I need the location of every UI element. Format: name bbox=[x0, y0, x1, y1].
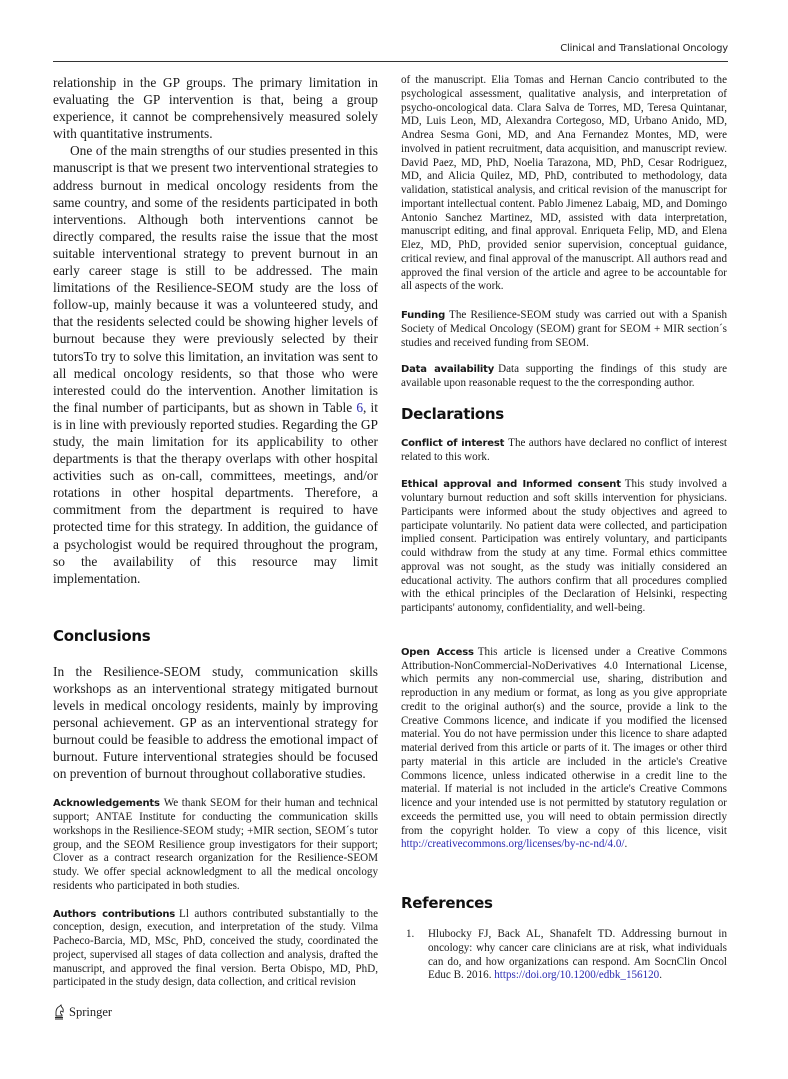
acknowledgements-label: Acknowledgements bbox=[53, 798, 160, 810]
reference-item bbox=[401, 928, 727, 983]
conclusions-text: In the Resilience-SEOM study, communication skills workshops as an interventional strategy mitigated burnout levels in medical oncology residents, mainly by improving personal achievement. GP as an interventional strategy for burnout could be feasible to address the emotional impact of burnout. Future interventional strategies should be focused on prevention of burnout throughout collaborative studies. bbox=[53, 663, 378, 782]
open-access-paragraph: Open Access This article is licensed under a Creative Commons Attribution-NonCommercial-NoDerivatives 4.0 International License, which permits any non-commercial use, sharing, distribution and reproduction in any medium or format, as long as you give appropriate credit to the original author(s) and the source, provide a link to the Creative Commons licence, and indicate if you modified the licensed material. You do not have permission under this licence to share adapted material derived from this article or parts of it. The images or other third party material in this article are included in the article's Creative Commons licence, unless indicated otherwise in a credit line to the material. If material is not included in the article's Creative Commons licence and your intended use is not permitted by statutory regulation or exceeds the permitted use, you will need to obtain permission directly from the copyright holder. To view a copy of this licence, visit http://creativecommons.org/licenses/by-nc-nd/4.0/. bbox=[401, 645, 728, 851]
conflict-of-interest-label: Conflict of interest bbox=[401, 437, 505, 449]
left-column bbox=[53, 74, 378, 990]
open-access-label: Open Access bbox=[401, 646, 474, 658]
discussion-paragraph-1: relationship in the GP groups. The primary limitation in evaluating the GP intervention is that, being a group experience, it cannot be comprehensively measured solely with quantitative instruments. bbox=[53, 75, 378, 142]
ethical-approval-paragraph: Ethical approval and Informed consent This study involved a voluntary burnout reduction and soft skills intervention for physicians. Participants were informed about the study objectives and agreed to participate voluntarily. No patient data were collected, and participation implied consent. Participation was entirely voluntary, and participants could withdraw from the study at any time. Formal ethics committee approval was not sought, as the study was initially considered an educational activity. The authors confirm that all procedures complied with the ethical principles of the Declaration of Helsinki, respecting participants' autonomy, confidentiality, and well-being. bbox=[401, 478, 727, 614]
authors-contributions-label: Authors contributions bbox=[53, 908, 176, 920]
publisher-footer bbox=[53, 1004, 112, 1020]
header-rule bbox=[53, 61, 728, 62]
publisher-name: Springer bbox=[69, 1004, 113, 1019]
data-availability-paragraph: Data availability Data supporting the findings of this study are available upon reasonable request to the the corresponding author. bbox=[401, 363, 727, 389]
funding-paragraph: Funding The Resilience-SEOM study was carried out with a Spanish Society of Medical Oncology (SEOM) grant for SEOM + MIR section´s studies and received funding from SEOM. bbox=[401, 309, 727, 349]
journal-running-head: Clinical and Translational Oncology bbox=[560, 43, 728, 54]
acknowledgements-paragraph: Acknowledgements We thank SEOM for their human and technical support; ANTAE Institute for conducting the communication skills workshops in the Resilience-SEOM study; +MIR section, SEOM´s tutor group, and the SEOM Resilience group investigators for their support; Clover as a contract research organization for the Resilience-SEOM study. We offer special acknowledgment to all the medical oncology residents who participated in both studies. bbox=[53, 797, 378, 892]
authors-contributions-continued: of the manuscript. Elia Tomas and Hernan Cancio contributed to the psychological assessment, qualitative analysis, and interpretation of psycho-oncological data. Clara Salva de Torres, MD, Teresa Quintanar, MD, Luis Leon, MD, Alexandra Cortegoso, MD, Urbano Anido, MD, Andrea Sesma Goni, MD, and Ana Fernandez Montes, MD, were involved in patient recruitment, data acquisition, and manuscript review. David Paez, MD, PhD, Noelia Tarazona, MD, PhD, Cesar Rodriguez, MD, and Alicia Quilez, MD, PhD, contributed to methodology, data validation, statistical analysis, and critical revision of the manuscript for important intellectual content. Pablo Jimenez Labaig, MD, and Domingo Antonio Sanchez Martinez, MD, assisted with data interpretation, manuscript editing, and final approval. Enriqueta Felip, MD, and Elena Elez, MD, PhD, provided senior supervision, conceptual guidance, critical review, and final approval of the manuscript. All authors read and approved the final version of the article and agree to be accountable for all aspects of the work. bbox=[401, 74, 727, 293]
references-heading: References bbox=[401, 894, 493, 912]
springer-knight-icon bbox=[53, 1004, 65, 1020]
right-column bbox=[401, 74, 727, 983]
reference-text: Hlubocky FJ, Back AL, Shanafelt TD. Addressing burnout in oncology: why cancer care clinicians are at risk, what individuals can do, and how organizations can respond. Am SocnClin Oncol Educ B. 2016. https://doi.org/10.1200/edbk_156120. bbox=[428, 928, 727, 982]
ethical-approval-label: Ethical approval and Informed consent bbox=[401, 479, 621, 491]
discussion-paragraph-2: One of the main strengths of our studies presented in this manuscript is that we present two interventional strategies to address burnout in medical oncology residents from the same country, and some of the residents participated in both interventions. Although both interventions cannot be directly compared, the results raise the issue that the most suitable interventional strategy to prevent burnout in an early career stage is still to be addressed. The main limitations of the Resilience-SEOM study are the loss of follow-up, mainly because it was a volunteered study, and that the residents selected could be showing higher levels of burnout because they were previously selected by their tutorsTo try to solve this limitation, an invitation was sent to all medical oncology residents, so that those who were interested could do the intervention. Another limitation is the final number of participants, but as shown in Table 6, it is in line with previously reported studies. Regarding the GP study, the main limitation for its applicability to other departments is that the therapy overlaps with other hospital activities such as on-call, committees, meetings, and/or rotations in other hospital departments. Therefore, a commitment from the department is required to have protected time for this strategy. In addition, the guidance of a psychologist would be required throughout the program, so the availability of this resource may limit implementation. bbox=[53, 143, 379, 586]
reference-number: 1. bbox=[406, 928, 415, 940]
conclusions-heading: Conclusions bbox=[53, 626, 151, 645]
declarations-heading: Declarations bbox=[401, 404, 504, 423]
data-availability-label: Data availability bbox=[401, 364, 495, 376]
authors-contributions-paragraph: Authors contributions Ll authors contributed substantially to the conception, design, execution, and interpretation of the study. Vilma Pacheco-Barcia, MD, MSc, PhD, conceived the study, coordinated the project, supervised all stages of data collection and analysis, drafted the manuscript, and approved the final version. Berta Obispo, MD, PhD, participated in the study design, data collection, and critical revision bbox=[53, 907, 379, 989]
reference-doi-link[interactable]: https://doi.org/10.1200/edbk_156120 bbox=[494, 969, 660, 982]
conflict-of-interest-paragraph: Conflict of interest The authors have declared no conflict of interest related to this work. bbox=[401, 436, 728, 463]
creative-commons-link[interactable]: http://creativecommons.org/licenses/by-nc-nd/4.0/ bbox=[401, 838, 625, 851]
table-6-link[interactable]: 6 bbox=[356, 399, 364, 415]
funding-label: Funding bbox=[401, 310, 446, 321]
